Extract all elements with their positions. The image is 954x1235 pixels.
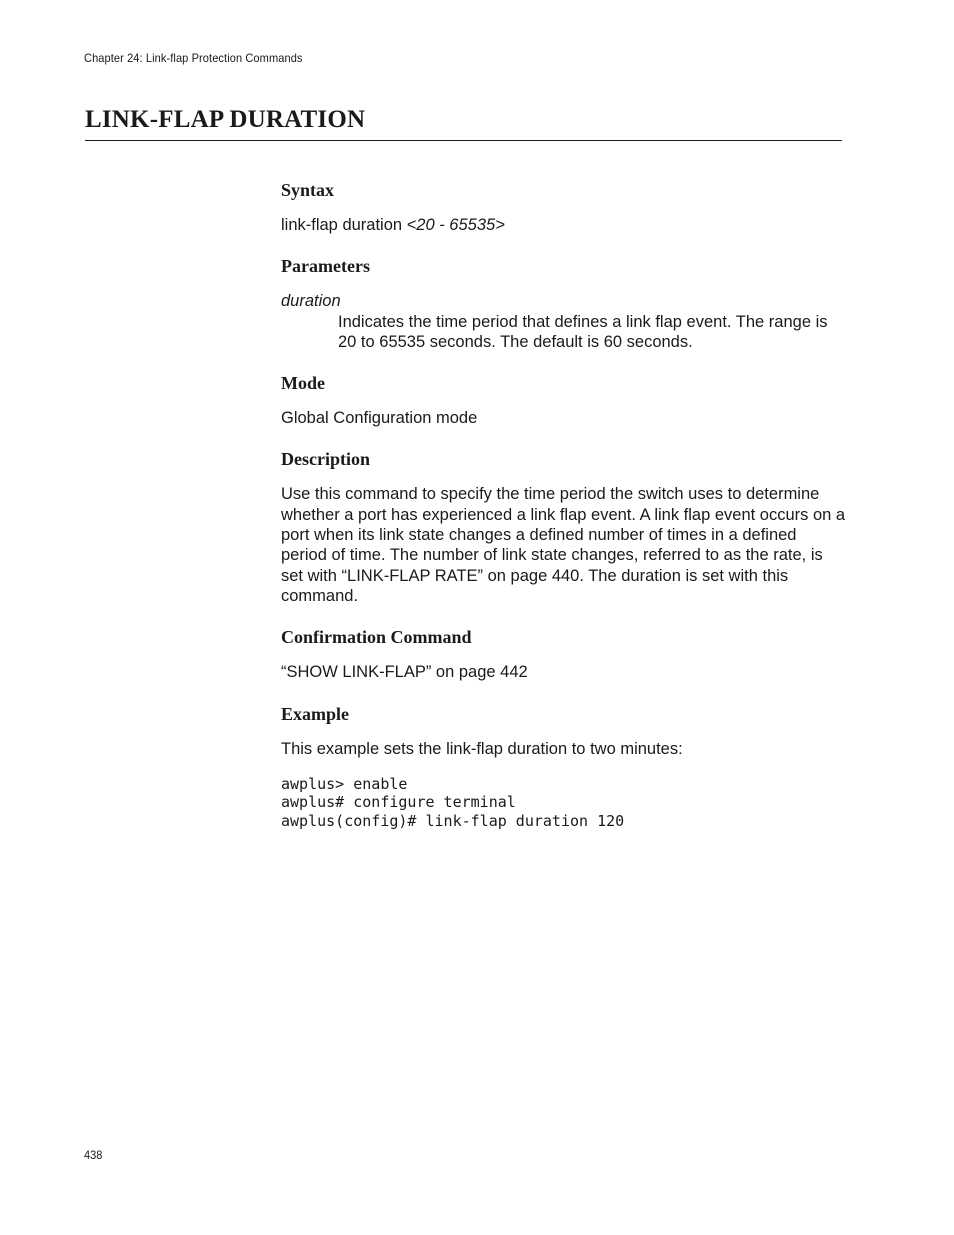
- example-heading: Example: [281, 703, 350, 724]
- example-intro: This example sets the link-flap duration to two minutes:: [281, 739, 683, 758]
- description-text: Use this command to specify the time period the switch uses to determine whether a port has experienced a link flap event. A link flap event occurs on a port when its link state changes a defined number of times in a defined period of time. The number of link state changes, referred to as the rate, is set with “LINK-FLAP RATE” on page 440. The duration is set with this command.: [281, 485, 846, 605]
- confirmation-link[interactable]: “SHOW LINK-FLAP” on page 442: [281, 663, 528, 682]
- page-number: 438: [84, 1148, 103, 1162]
- code-line: awplus> enable: [281, 774, 408, 793]
- syntax-line: [281, 215, 846, 235]
- description-heading: Description: [281, 449, 370, 470]
- syntax-command: link-flap duration: [281, 216, 407, 234]
- confirmation-heading: Confirmation Command: [281, 627, 472, 648]
- running-header: Chapter 24: Link-flap Protection Commands: [84, 51, 303, 65]
- parameter-name: duration: [281, 292, 341, 311]
- code-line: awplus(config)# link-flap duration 120: [281, 811, 625, 830]
- page-title: LINK-FLAP DURATION: [85, 106, 366, 133]
- command-reference-content: [281, 178, 846, 830]
- parameter-description: Indicates the time period that defines a link flap event. The range is 20 to 65535 seconds. The default is 60 seconds.: [338, 312, 828, 351]
- mode-heading: Mode: [281, 373, 325, 394]
- title-rule: [85, 140, 842, 141]
- syntax-argument: <20 - 65535>: [406, 216, 505, 234]
- example-code-block: [281, 775, 846, 831]
- parameters-heading: Parameters: [281, 256, 370, 277]
- syntax-heading: Syntax: [281, 180, 335, 200]
- code-line: awplus# configure terminal: [281, 793, 516, 812]
- mode-text: Global Configuration mode: [281, 409, 478, 428]
